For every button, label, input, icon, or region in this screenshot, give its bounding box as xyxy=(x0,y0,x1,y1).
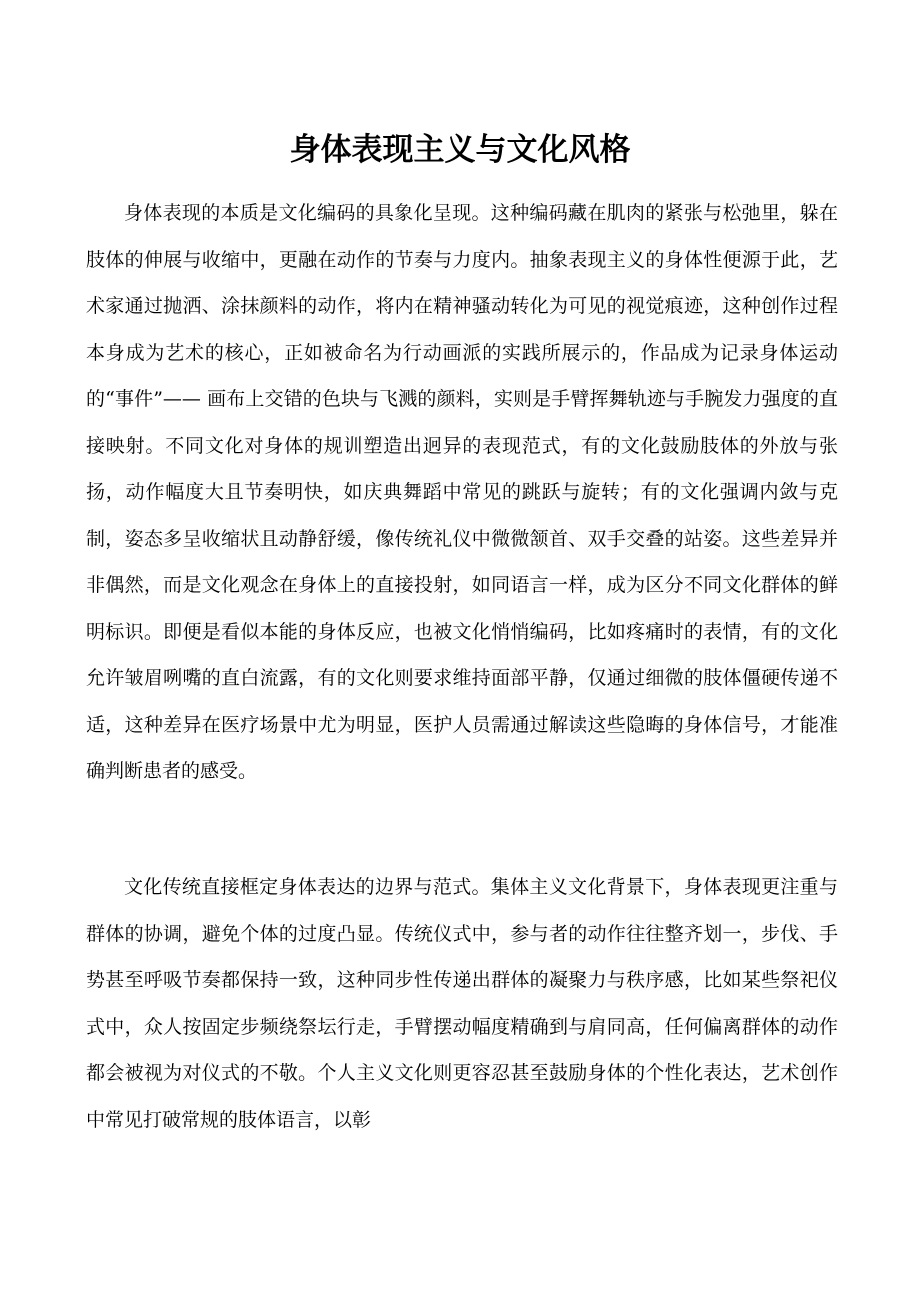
body-paragraph-1: 身体表现的本质是文化编码的具象化呈现。这种编码藏在肌肉的紧张与松弛里，躲在肢体的伸展与收缩中，更融在动作的节奏与力度内。抽象表现主义的身体性便源于此，艺术家通过抛洒、涂抹颜料的动作，将内在精神骚动转化为可见的视觉痕迹，这种创作过程本身成为艺术的核心，正如被命名为行动画派的实践所展示的，作品成为记录身体运动的“事件”—— 画布上交错的色块与飞溅的颜料，实则是手臂挥舞轨迹与手腕发力强度的直接映射。不同文化对身体的规训塑造出迥异的表现范式，有的文化鼓励肢体的外放与张扬，动作幅度大且节奏明快，如庆典舞蹈中常见的跳跃与旋转；有的文化强调内敛与克制，姿态多呈收缩状且动静舒缓，像传统礼仪中微微颔首、双手交叠的站姿。这些差异并非偶然，而是文化观念在身体上的直接投射，如同语言一样，成为区分不同文化群体的鲜明标识。即便是看似本能的身体反应，也被文化悄悄编码，比如疼痛时的表情，有的文化允许皱眉咧嘴的直白流露，有的文化则要求维持面部平静，仅通过细微的肢体僵硬传递不适，这种差异在医疗场景中尤为明显，医护人员需通过解读这些隐晦的身体信号，才能准确判断患者的感受。 xyxy=(86,202,838,782)
document-title: 身体表现主义与文化风格 xyxy=(289,132,631,168)
body-paragraph-2: 文化传统直接框定身体表达的边界与范式。集体主义文化背景下，身体表现更注重与群体的协调，避免个体的过度凸显。传统仪式中，参与者的动作往往整齐划一，步伐、手势甚至呼吸节奏都保持一致，这种同步性传递出群体的凝聚力与秩序感，比如某些祭祀仪式中，众人按固定步频绕祭坛行走，手臂摆动幅度精确到与肩同高，任何偏离群体的动作都会被视为对仪式的不敬。个人主义文化则更容忍甚至鼓励身体的个性化表达，艺术创作中常见打破常规的肢体语言，以彰 xyxy=(86,876,838,1131)
